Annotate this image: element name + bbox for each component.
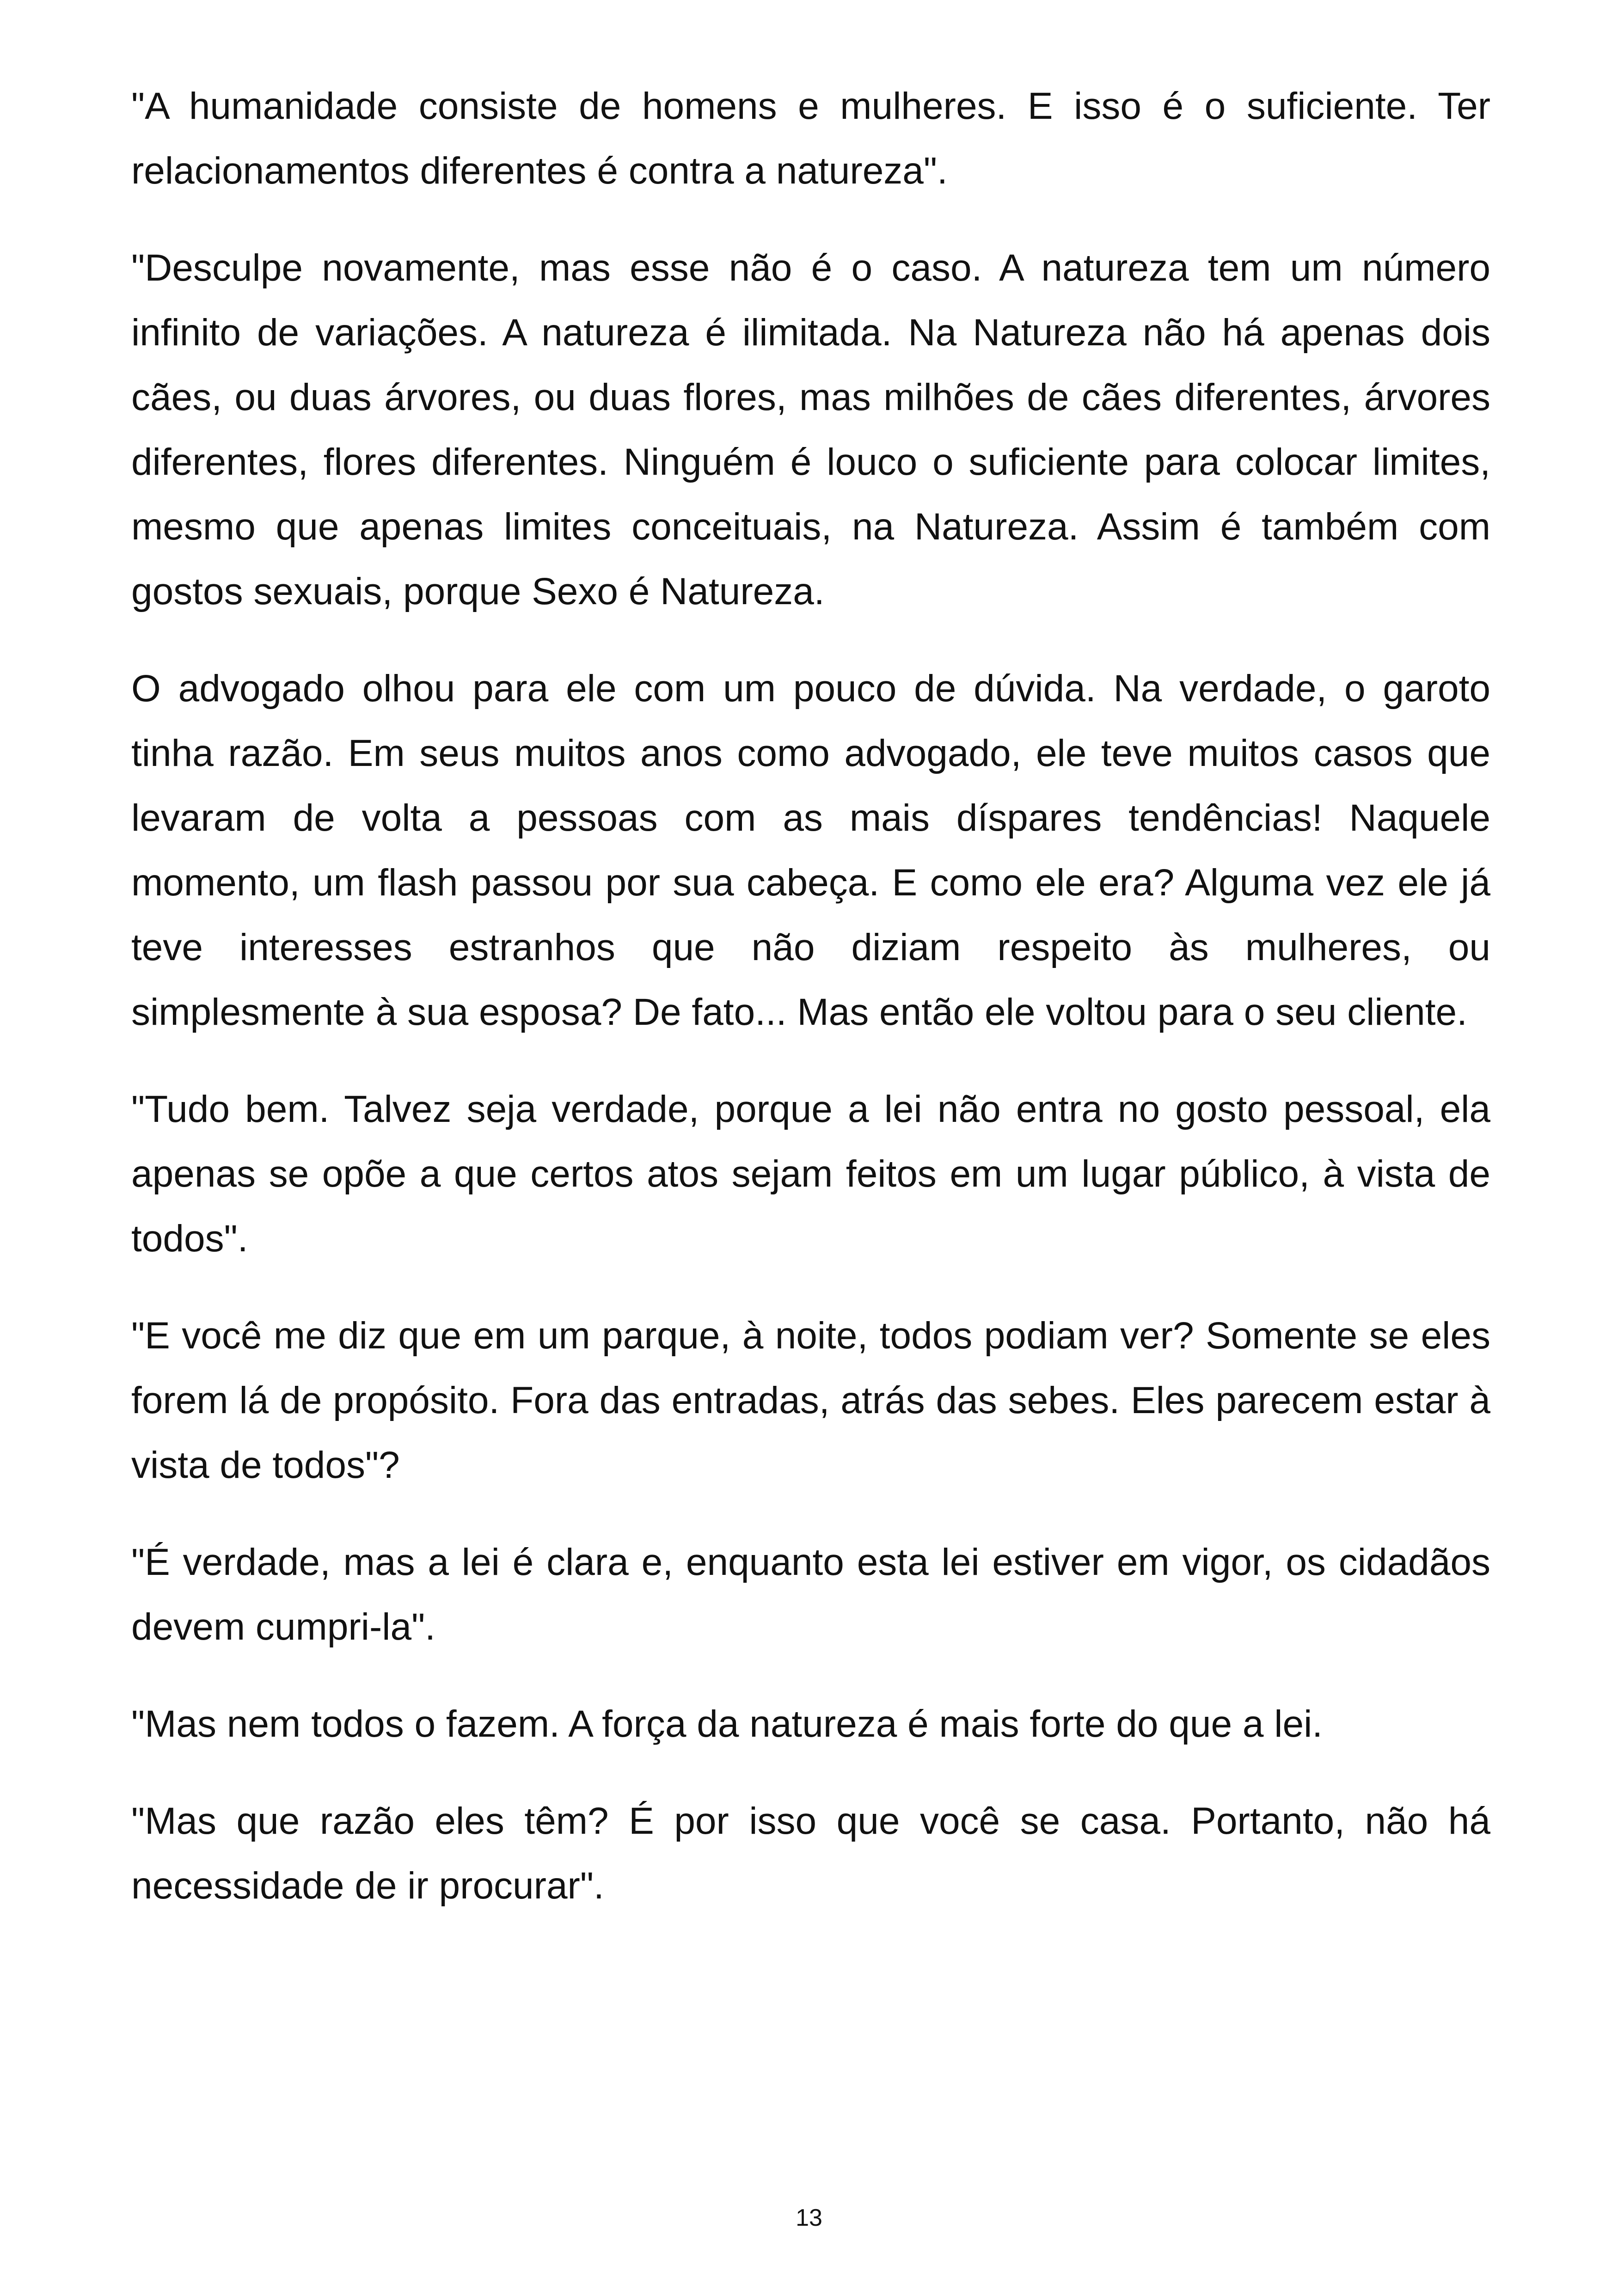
paragraph: "Desculpe novamente, mas esse não é o caso. A natureza tem um número infinito de variações. A natureza é ilimitada. Na Natureza não há apenas dois cães, ou duas árvores, ou duas flores, mas milhões de cães diferentes, árvores diferentes, flores diferentes. Ninguém é louco o suficiente para colocar limites, mesmo que apenas limites conceituais, na Natureza. Assim é também com gostos sexuais, porque Sexo é Natureza.: [131, 247, 1490, 612]
paragraph: "A humanidade consiste de homens e mulheres. E isso é o suficiente. Ter relacionamentos diferentes é contra a natureza".: [131, 85, 1490, 192]
paragraph: "Mas que razão eles têm? É por isso que você se casa. Portanto, não há necessidade de ir procurar".: [131, 1800, 1490, 1907]
paragraph: "É verdade, mas a lei é clara e, enquanto esta lei estiver em vigor, os cidadãos devem cumpri-la".: [131, 1541, 1490, 1648]
paragraph: "Tudo bem. Talvez seja verdade, porque a lei não entra no gosto pessoal, ela apenas se opõe a que certos atos sejam feitos em um lugar público, à vista de todos".: [131, 1088, 1490, 1260]
paragraph: "E você me diz que em um parque, à noite, todos podiam ver? Somente se eles forem lá de propósito. Fora das entradas, atrás das sebes. Eles parecem estar à vista de todos"?: [131, 1315, 1490, 1486]
body-text: [131, 74, 1490, 1951]
paragraph: O advogado olhou para ele com um pouco de dúvida. Na verdade, o garoto tinha razão. Em seus muitos anos como advogado, ele teve muitos casos que levaram de volta a pessoas com as mais díspares tendências! Naquele momento, um flash passou por sua cabeça. E como ele era? Alguma vez ele já teve interesses estranhos que não diziam respeito às mulheres, ou simplesmente à sua esposa? De fato... Mas então ele voltou para o seu cliente.: [131, 667, 1490, 1033]
page-number: 13: [796, 2204, 822, 2231]
paragraph: "Mas nem todos o fazem. A força da natureza é mais forte do que a lei.: [131, 1703, 1323, 1745]
